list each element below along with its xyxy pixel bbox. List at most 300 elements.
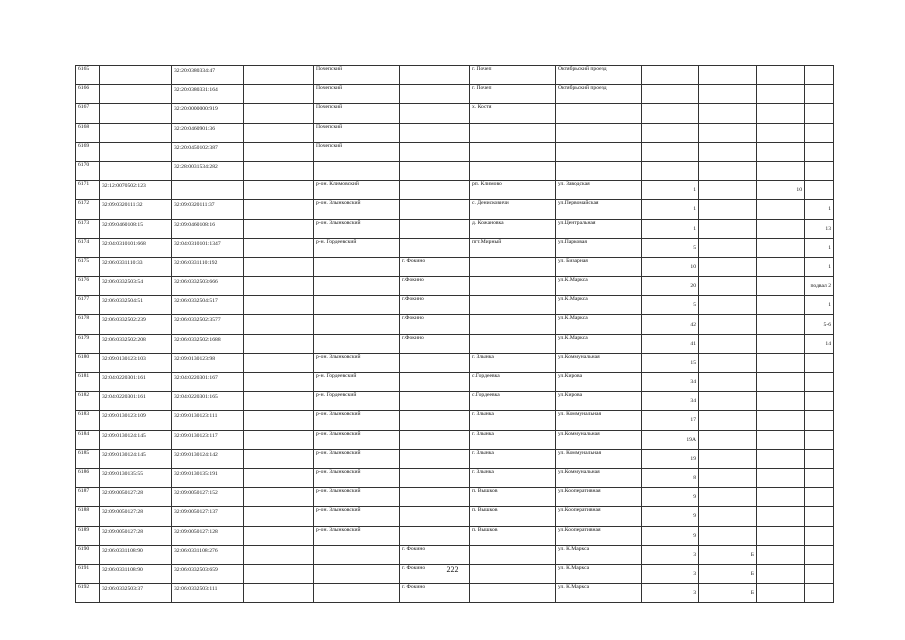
cell-apartment <box>805 545 834 564</box>
cell-cadastral-object: 32:09:0320111:37 <box>172 200 244 219</box>
cell-apartment: 5-6 <box>805 315 834 334</box>
cell-district: р-он. Злынковский <box>314 219 400 238</box>
cell-building: Б <box>699 545 757 564</box>
cell-district: Почепский <box>314 142 400 161</box>
cell-apartment: подвал 2 <box>805 277 834 296</box>
cell-cadastral-object: 32:09:0130124:142 <box>172 449 244 468</box>
cell-housing <box>757 373 805 392</box>
cell-empty-col <box>244 219 314 238</box>
cell-building <box>699 488 757 507</box>
table-body <box>76 66 834 603</box>
cell-house-number <box>642 85 699 104</box>
cell-district: р-он. Злынковский <box>314 200 400 219</box>
cell-apartment <box>805 488 834 507</box>
cell-street <box>556 161 642 180</box>
cell-empty-col <box>244 238 314 257</box>
cell-apartment <box>805 411 834 430</box>
cell-building <box>699 238 757 257</box>
table-row <box>76 200 834 219</box>
cell-row-index: 6181 <box>76 373 100 392</box>
cell-apartment <box>805 373 834 392</box>
cell-street <box>556 123 642 142</box>
cell-cadastral-land: 32:12:0070502:123 <box>100 181 172 200</box>
cell-apartment <box>805 526 834 545</box>
cell-district: р-он. Злынковский <box>314 488 400 507</box>
cell-cadastral-land: 32:09:0130135:55 <box>100 468 172 487</box>
cell-housing <box>757 85 805 104</box>
cell-house-number: 19 <box>642 449 699 468</box>
cell-cadastral-object: 32:09:0050127:137 <box>172 507 244 526</box>
cell-district: р-н. Гордеевский <box>314 392 400 411</box>
cell-settlement: х. Костя <box>470 104 556 123</box>
cell-cadastral-object: 32:06:0332502:3577 <box>172 315 244 334</box>
cell-cadastral-object: 32:06:0331110:192 <box>172 257 244 276</box>
cell-cadastral-land <box>100 104 172 123</box>
cell-street: ул.К.Маркса <box>556 296 642 315</box>
cell-empty-col <box>244 584 314 603</box>
cell-building <box>699 123 757 142</box>
cell-row-index: 6188 <box>76 507 100 526</box>
cell-cadastral-land: 32:09:0320111:32 <box>100 200 172 219</box>
cell-cadastral-object: 32:04:0220301:165 <box>172 392 244 411</box>
cell-building <box>699 373 757 392</box>
cell-city-district <box>400 161 470 180</box>
cell-empty-col <box>244 315 314 334</box>
cell-settlement: г. Злынка <box>470 430 556 449</box>
cell-cadastral-object: 32:09:0050127:128 <box>172 526 244 545</box>
cell-row-index: 6165 <box>76 66 100 85</box>
table-row <box>76 392 834 411</box>
cell-housing <box>757 219 805 238</box>
cell-building <box>699 296 757 315</box>
cell-housing <box>757 411 805 430</box>
cell-apartment <box>805 85 834 104</box>
cell-building <box>699 142 757 161</box>
cell-city-district: г.Фокино <box>400 334 470 353</box>
cell-settlement <box>470 123 556 142</box>
cell-cadastral-land <box>100 142 172 161</box>
cell-city-district <box>400 468 470 487</box>
cell-house-number: 1 <box>642 219 699 238</box>
cell-city-district: г. Фокино <box>400 564 470 583</box>
table-row <box>76 181 834 200</box>
cell-building <box>699 104 757 123</box>
cell-cadastral-object: 32:20:0450102:387 <box>172 142 244 161</box>
cell-apartment <box>805 104 834 123</box>
table-row <box>76 507 834 526</box>
cell-street: ул. Коммунальная <box>556 411 642 430</box>
cell-empty-col <box>244 468 314 487</box>
cell-city-district <box>400 449 470 468</box>
cell-city-district <box>400 353 470 372</box>
cell-housing <box>757 488 805 507</box>
cell-house-number: 34 <box>642 392 699 411</box>
cell-district: Почепский <box>314 66 400 85</box>
cell-apartment <box>805 353 834 372</box>
cell-housing <box>757 142 805 161</box>
cell-building <box>699 315 757 334</box>
cell-building <box>699 200 757 219</box>
cell-row-index: 6192 <box>76 584 100 603</box>
cell-row-index: 6189 <box>76 526 100 545</box>
cell-district: р-он. Злынковский <box>314 411 400 430</box>
cell-empty-col <box>244 353 314 372</box>
cell-street: ул.К.Маркса <box>556 315 642 334</box>
cell-cadastral-land: 32:06:0331110:33 <box>100 257 172 276</box>
cell-row-index: 6187 <box>76 488 100 507</box>
table-row <box>76 545 834 564</box>
cell-city-district <box>400 373 470 392</box>
cell-row-index: 6168 <box>76 123 100 142</box>
cell-cadastral-land <box>100 85 172 104</box>
table-row <box>76 66 834 85</box>
cell-housing <box>757 449 805 468</box>
cell-house-number <box>642 161 699 180</box>
cell-street: ул.Коммунальная <box>556 468 642 487</box>
cell-house-number: 34 <box>642 373 699 392</box>
cell-cadastral-land: 32:06:0332502:239 <box>100 315 172 334</box>
cell-housing <box>757 257 805 276</box>
cell-empty-col <box>244 373 314 392</box>
cell-apartment: 1 <box>805 200 834 219</box>
cell-apartment <box>805 142 834 161</box>
cell-housing <box>757 545 805 564</box>
cell-empty-col <box>244 430 314 449</box>
cell-building <box>699 507 757 526</box>
table-row <box>76 373 834 392</box>
cell-cadastral-land: 32:06:0332502:208 <box>100 334 172 353</box>
cell-settlement: г. Злынка <box>470 468 556 487</box>
cell-row-index: 6186 <box>76 468 100 487</box>
cell-city-district <box>400 238 470 257</box>
cell-city-district: г. Фокино <box>400 545 470 564</box>
cell-house-number <box>642 66 699 85</box>
cell-apartment: 13 <box>805 219 834 238</box>
cell-district <box>314 257 400 276</box>
cell-settlement <box>470 334 556 353</box>
cell-housing <box>757 353 805 372</box>
table-row <box>76 104 834 123</box>
cell-cadastral-object: 32:06:0332503:666 <box>172 277 244 296</box>
table-row <box>76 238 834 257</box>
cell-street: ул.К.Маркса <box>556 277 642 296</box>
table-row <box>76 488 834 507</box>
cell-housing <box>757 430 805 449</box>
cell-cadastral-object: 32:06:0331108:276 <box>172 545 244 564</box>
cell-city-district <box>400 411 470 430</box>
cell-building <box>699 353 757 372</box>
cell-building <box>699 411 757 430</box>
cell-row-index: 6166 <box>76 85 100 104</box>
cell-house-number: 3 <box>642 564 699 583</box>
cell-cadastral-object: 32:04:0220301:167 <box>172 373 244 392</box>
cell-settlement: г. Злынка <box>470 449 556 468</box>
cell-row-index: 6183 <box>76 411 100 430</box>
cell-city-district: г. Фокино <box>400 584 470 603</box>
cell-settlement: рп. Климово <box>470 181 556 200</box>
cell-city-district: г.Фокино <box>400 277 470 296</box>
cell-district: р-н. Гордеевский <box>314 373 400 392</box>
cell-house-number <box>642 104 699 123</box>
cell-cadastral-land: 32:09:0050127:28 <box>100 507 172 526</box>
cell-settlement: г. Злынка <box>470 411 556 430</box>
cell-street: ул.Кооперативная <box>556 507 642 526</box>
cell-cadastral-land: 32:09:0050127:28 <box>100 526 172 545</box>
cell-street: ул.Первомайская <box>556 200 642 219</box>
cell-row-index: 6184 <box>76 430 100 449</box>
table-row <box>76 296 834 315</box>
cell-district: р-он. Злынковский <box>314 430 400 449</box>
cell-cadastral-object <box>172 181 244 200</box>
cell-housing <box>757 334 805 353</box>
cell-settlement <box>470 315 556 334</box>
cell-street: ул. Заводская <box>556 181 642 200</box>
cell-housing <box>757 200 805 219</box>
cell-housing <box>757 296 805 315</box>
cell-apartment <box>805 430 834 449</box>
cell-cadastral-land <box>100 123 172 142</box>
cell-district: р-он. Злынковский <box>314 507 400 526</box>
cell-housing: 10 <box>757 181 805 200</box>
cell-settlement <box>470 142 556 161</box>
cell-house-number: 1 <box>642 181 699 200</box>
cell-district: Почепский <box>314 104 400 123</box>
table-row <box>76 277 834 296</box>
cell-row-index: 6182 <box>76 392 100 411</box>
cell-apartment <box>805 123 834 142</box>
cell-empty-col <box>244 507 314 526</box>
cell-row-index: 6173 <box>76 219 100 238</box>
cell-house-number: 41 <box>642 334 699 353</box>
cell-cadastral-object: 32:06:0332503:111 <box>172 584 244 603</box>
cell-district: Почепский <box>314 85 400 104</box>
table-row <box>76 85 834 104</box>
cell-row-index: 6174 <box>76 238 100 257</box>
cell-building <box>699 277 757 296</box>
cell-settlement <box>470 277 556 296</box>
cell-apartment <box>805 181 834 200</box>
cell-settlement: д. Кожановка <box>470 219 556 238</box>
cell-house-number: 5 <box>642 238 699 257</box>
cell-city-district <box>400 507 470 526</box>
cell-settlement: п. Вышков <box>470 507 556 526</box>
cell-street: ул.Парковая <box>556 238 642 257</box>
cell-street: ул. К.Маркса <box>556 584 642 603</box>
cell-street: ул.Кооперативная <box>556 526 642 545</box>
cell-empty-col <box>244 66 314 85</box>
cell-building <box>699 468 757 487</box>
cell-city-district <box>400 85 470 104</box>
cell-city-district <box>400 488 470 507</box>
cell-housing <box>757 238 805 257</box>
cell-district: р-он. Злынковский <box>314 353 400 372</box>
cell-housing <box>757 66 805 85</box>
table-row <box>76 584 834 603</box>
cell-city-district <box>400 181 470 200</box>
cell-house-number: 42 <box>642 315 699 334</box>
cell-cadastral-land: 32:04:0220301:161 <box>100 392 172 411</box>
cell-building: Б <box>699 584 757 603</box>
cell-apartment: 14 <box>805 334 834 353</box>
cell-house-number: 9 <box>642 488 699 507</box>
cell-house-number <box>642 123 699 142</box>
table-row <box>76 353 834 372</box>
cell-empty-col <box>244 200 314 219</box>
table-row <box>76 161 834 180</box>
cell-row-index: 6169 <box>76 142 100 161</box>
cell-building <box>699 219 757 238</box>
cell-city-district: г.Фокино <box>400 296 470 315</box>
cell-row-index: 6167 <box>76 104 100 123</box>
cell-settlement <box>470 584 556 603</box>
cell-settlement <box>470 296 556 315</box>
cell-building <box>699 334 757 353</box>
cell-street: ул.Кирова <box>556 392 642 411</box>
cell-settlement <box>470 545 556 564</box>
cell-district <box>314 545 400 564</box>
cell-housing <box>757 161 805 180</box>
cell-building <box>699 430 757 449</box>
cell-building <box>699 161 757 180</box>
cell-cadastral-land: 32:09:0130123:109 <box>100 411 172 430</box>
cell-house-number: 10 <box>642 257 699 276</box>
cell-city-district <box>400 219 470 238</box>
cell-cadastral-object: 32:09:0130123:98 <box>172 353 244 372</box>
cell-street: ул.Центральная <box>556 219 642 238</box>
cell-cadastral-object: 32:09:0050127:152 <box>172 488 244 507</box>
cell-cadastral-land: 32:04:0220301:161 <box>100 373 172 392</box>
cell-row-index: 6191 <box>76 564 100 583</box>
cell-cadastral-object: 32:09:0130123:111 <box>172 411 244 430</box>
cell-building <box>699 85 757 104</box>
cell-district <box>314 296 400 315</box>
cell-settlement: с.Гордеевка <box>470 392 556 411</box>
cell-housing <box>757 104 805 123</box>
cell-cadastral-object: 32:09:0130135:191 <box>172 468 244 487</box>
cell-street: ул. Коммунальная <box>556 449 642 468</box>
cell-house-number: 15 <box>642 353 699 372</box>
cell-settlement <box>470 257 556 276</box>
cell-building <box>699 392 757 411</box>
cell-cadastral-land: 32:04:0310101:668 <box>100 238 172 257</box>
cell-row-index: 6185 <box>76 449 100 468</box>
cell-cadastral-object: 32:09:0130123:117 <box>172 430 244 449</box>
cell-cadastral-land: 32:09:0130124:145 <box>100 430 172 449</box>
cell-district <box>314 584 400 603</box>
cell-row-index: 6178 <box>76 315 100 334</box>
cell-row-index: 6190 <box>76 545 100 564</box>
cell-cadastral-object: 32:06:0332503:659 <box>172 564 244 583</box>
cell-street: ул.К.Маркса <box>556 334 642 353</box>
cell-apartment: 1 <box>805 296 834 315</box>
cell-house-number: 1 <box>642 200 699 219</box>
cell-house-number: 20 <box>642 277 699 296</box>
cell-cadastral-land: 32:09:0130124:145 <box>100 449 172 468</box>
table-row <box>76 315 834 334</box>
cell-row-index: 6172 <box>76 200 100 219</box>
cell-district: р-он. Климовский <box>314 181 400 200</box>
cell-cadastral-object: 32:04:0310101:1347 <box>172 238 244 257</box>
cell-housing <box>757 277 805 296</box>
cell-row-index: 6176 <box>76 277 100 296</box>
cell-cadastral-object: 32:20:0000000:919 <box>172 104 244 123</box>
cell-apartment <box>805 584 834 603</box>
cell-housing <box>757 526 805 545</box>
cell-cadastral-land <box>100 66 172 85</box>
cell-empty-col <box>244 334 314 353</box>
cell-settlement: с. Денисковичи <box>470 200 556 219</box>
page-number: 222 <box>446 565 459 574</box>
cell-house-number: 17 <box>642 411 699 430</box>
cell-building <box>699 66 757 85</box>
cell-settlement: г. Почеп <box>470 66 556 85</box>
cell-housing <box>757 507 805 526</box>
cell-cadastral-land: 32:09:0130123:103 <box>100 353 172 372</box>
cell-empty-col <box>244 142 314 161</box>
cell-street: ул.Кирова <box>556 373 642 392</box>
cell-row-index: 6175 <box>76 257 100 276</box>
cell-house-number: 9 <box>642 507 699 526</box>
cell-street: ул.Коммунальная <box>556 430 642 449</box>
cell-apartment <box>805 507 834 526</box>
cell-street: ул. Бизарная <box>556 257 642 276</box>
cell-empty-col <box>244 296 314 315</box>
cell-empty-col <box>244 257 314 276</box>
cell-housing <box>757 468 805 487</box>
cell-empty-col <box>244 392 314 411</box>
cell-district: р-он. Злынковский <box>314 526 400 545</box>
cell-row-index: 6170 <box>76 161 100 180</box>
cell-empty-col <box>244 411 314 430</box>
cell-housing <box>757 584 805 603</box>
cell-city-district <box>400 66 470 85</box>
cell-cadastral-land: 32:06:0332503:54 <box>100 277 172 296</box>
cell-street: ул. К.Маркса <box>556 545 642 564</box>
cell-settlement: п. Вышков <box>470 526 556 545</box>
cell-house-number: 3 <box>642 545 699 564</box>
cell-district: Почепский <box>314 123 400 142</box>
cell-settlement <box>470 161 556 180</box>
cell-city-district <box>400 430 470 449</box>
cell-house-number: 19А <box>642 430 699 449</box>
cell-building <box>699 526 757 545</box>
cell-empty-col <box>244 181 314 200</box>
cell-street: ул.Коммунальная <box>556 353 642 372</box>
cell-empty-col <box>244 104 314 123</box>
cell-cadastral-land <box>100 161 172 180</box>
table-row <box>76 257 834 276</box>
cell-housing <box>757 123 805 142</box>
cell-apartment: 1 <box>805 257 834 276</box>
registry-table <box>75 65 834 603</box>
cell-housing <box>757 392 805 411</box>
cell-district: р-он. Злынковский <box>314 468 400 487</box>
cell-apartment <box>805 66 834 85</box>
table-row <box>76 430 834 449</box>
cell-apartment <box>805 392 834 411</box>
cell-city-district <box>400 104 470 123</box>
cell-cadastral-object: 32:20:0380334:47 <box>172 66 244 85</box>
cell-row-index: 6177 <box>76 296 100 315</box>
cell-cadastral-land: 32:06:0331108:90 <box>100 545 172 564</box>
cell-city-district <box>400 142 470 161</box>
cell-empty-col <box>244 277 314 296</box>
cell-empty-col <box>244 488 314 507</box>
cell-row-index: 6180 <box>76 353 100 372</box>
cell-row-index: 6179 <box>76 334 100 353</box>
cell-street: Октябрьский проезд <box>556 66 642 85</box>
cell-district <box>314 277 400 296</box>
